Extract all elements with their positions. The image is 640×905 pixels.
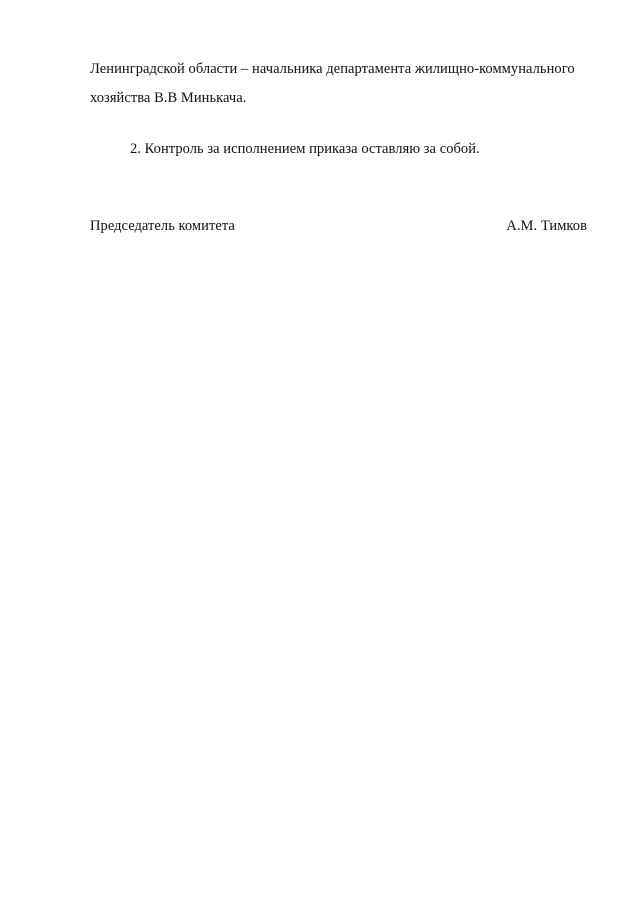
order-item-2: 2. Контроль за исполнением приказа оставляю за собой. bbox=[130, 141, 480, 157]
signatory-title: Председатель комитета bbox=[90, 218, 235, 234]
signatory-name: А.М. Тимков bbox=[506, 218, 587, 234]
paragraph-continuation-line-1: Ленинградской области – начальника департамента жилищно-коммунального bbox=[90, 61, 575, 77]
paragraph-continuation-line-2: хозяйства В.В Минькача. bbox=[90, 90, 247, 106]
